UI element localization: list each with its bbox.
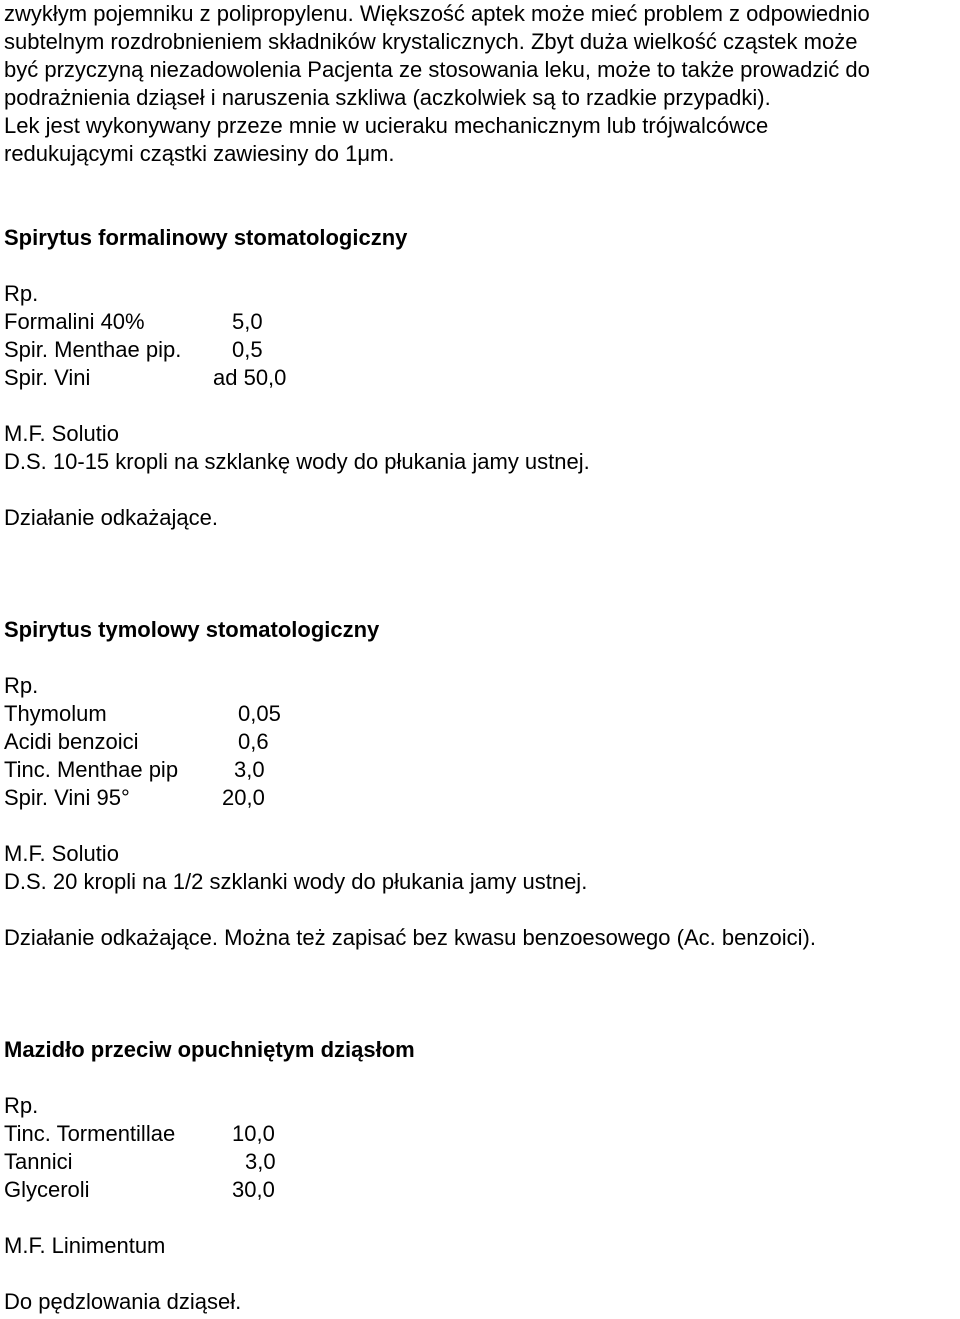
ingredient-name: Acidi benzoici: [4, 729, 139, 754]
ingredient-qty: ad 50,0: [213, 365, 287, 390]
ingredient-qty: 3,0: [245, 1149, 276, 1174]
ingredient-qty: 3,0: [234, 757, 265, 782]
ingredient-name: Formalini 40%: [4, 309, 145, 334]
prescription-rp: Rp.: [4, 281, 39, 306]
section-title-formalin: Spirytus formalinowy stomatologiczny: [4, 225, 408, 250]
ingredient-qty: 5,0: [232, 309, 263, 334]
prescription-ds: D.S. 20 kropli na 1/2 szklanki wody do płukania jamy ustnej.: [4, 869, 588, 894]
ingredient-name: Tinc. Tormentillae: [4, 1121, 176, 1146]
ingredient-name: Glyceroli: [4, 1177, 90, 1202]
ingredient-name: Tinc. Menthae pip: [4, 757, 179, 782]
ingredient-name: Spir. Vini 95°: [4, 785, 130, 810]
ingredient-qty: 0,6: [238, 729, 269, 754]
prescription-rp: Rp.: [4, 673, 39, 698]
ingredient-qty: 30,0: [232, 1177, 275, 1202]
prescription-note: Działanie odkażające.: [4, 505, 219, 530]
prescription-mf: M.F. Solutio: [4, 841, 119, 866]
intro-line: Lek jest wykonywany przeze mnie w ucieraku mechanicznym lub trójwalcówce: [4, 113, 769, 138]
intro-line: zwykłym pojemniku z polipropylenu. Większość aptek może mieć problem z odpowiednio: [4, 1, 870, 26]
prescription-mf: M.F. Solutio: [4, 421, 119, 446]
section-title-thymol: Spirytus tymolowy stomatologiczny: [4, 617, 380, 642]
prescription-note: Działanie odkażające. Można też zapisać bez kwasu benzoesowego (Ac. benzoici).: [4, 925, 816, 950]
ingredient-qty: 10,0: [232, 1121, 275, 1146]
section-title-ointment: Mazidło przeciw opuchniętym dziąsłom: [4, 1037, 415, 1062]
prescription-mf: M.F. Linimentum: [4, 1233, 166, 1258]
ingredient-name: Thymolum: [4, 701, 107, 726]
ingredient-qty: 0,05: [238, 701, 281, 726]
ingredient-qty: 20,0: [222, 785, 265, 810]
prescription-note: Do pędzlowania dziąseł.: [4, 1289, 242, 1314]
intro-line: być przyczyną niezadowolenia Pacjenta ze stosowania leku, może to także prowadzić do: [4, 57, 870, 82]
prescription-rp: Rp.: [4, 1093, 39, 1118]
intro-line: redukującymi cząstki zawiesiny do 1μm.: [4, 141, 395, 166]
ingredient-name: Tannici: [4, 1149, 73, 1174]
intro-line: subtelnym rozdrobnieniem składników krystalicznych. Zbyt duża wielkość cząstek może: [4, 29, 858, 54]
ingredient-name: Spir. Menthae pip.: [4, 337, 182, 362]
ingredient-qty: 0,5: [232, 337, 263, 362]
intro-line: podrażnienia dziąseł i naruszenia szkliwa (aczkolwiek są to rzadkie przypadki).: [4, 85, 771, 110]
prescription-ds: D.S. 10-15 kropli na szklankę wody do płukania jamy ustnej.: [4, 449, 590, 474]
ingredient-name: Spir. Vini: [4, 365, 91, 390]
